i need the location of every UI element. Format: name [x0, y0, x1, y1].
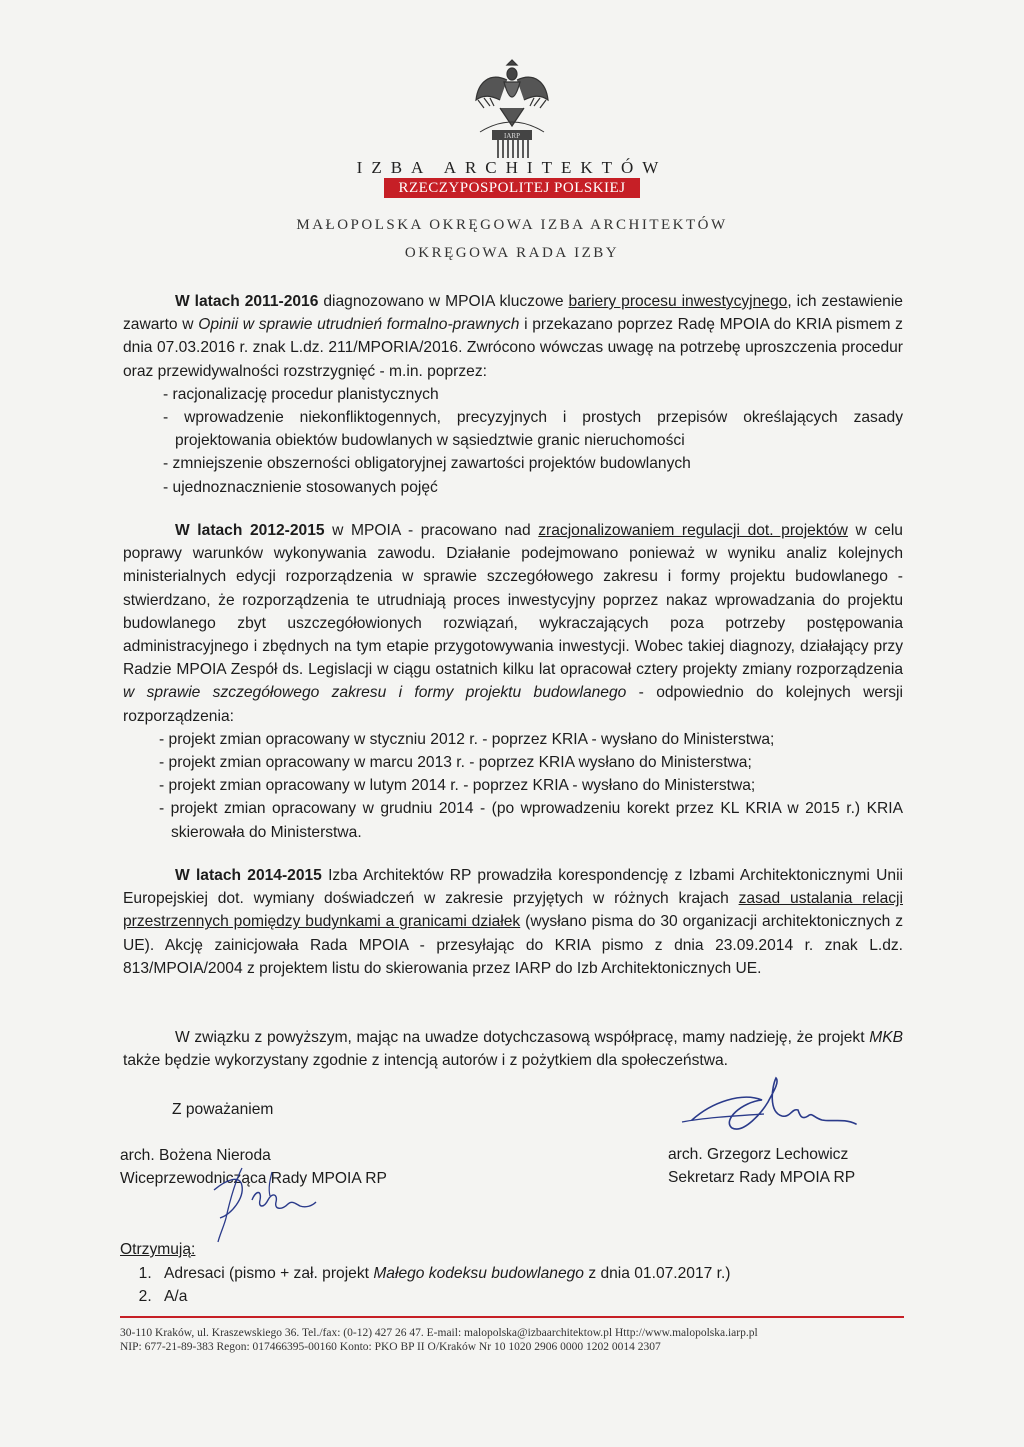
handwritten-signature-right	[672, 1072, 872, 1142]
signer-name: arch. Grzegorz Lechowicz	[668, 1146, 849, 1163]
italic-title: w sprawie szczegółowego zakresu i formy projektu budowlanego	[123, 684, 627, 702]
eagle-emblem-icon	[470, 52, 554, 162]
closing-paragraph	[123, 1026, 903, 1072]
section-lead: W latach 2012-2015	[175, 522, 325, 539]
italic-abbrev: MKB	[869, 1029, 903, 1046]
list-item: - zmniejszenie obszerności obligatoryjnej zawartości projektów budowlanych	[123, 452, 903, 475]
section-2012-2015	[123, 519, 903, 844]
emblem-label: IARP	[504, 132, 520, 140]
recipient-text: z dnia 01.07.2017 r.)	[583, 1264, 731, 1282]
recipients-list	[120, 1262, 731, 1309]
signature-block-right	[668, 1143, 855, 1189]
projects-list	[123, 728, 903, 844]
section-text: (wysłano pisma do 30 organizacji architektonicznych z UE). Akcję zainicjowała Rada MPOIA - przesyłając do KRIA pismo z dnia 23.09.2014 r. znak L.dz. 813/MPOIA/2004 z projektem listu do skierowania przez IARP do Izb Architektonicznych UE.	[123, 913, 904, 977]
section-lead: W latach 2011-2016	[175, 293, 319, 310]
section-text: Izba Architektów RP prowadziła korespondencję z Izbami Architektonicznymi Unii Europejskiej dot. wymiany doświadczeń w zakresie przyjętych w różnych krajach	[123, 867, 903, 908]
underlined-phrase: zracjonalizowaniem regulacji dot. projektów	[538, 522, 848, 539]
footer-registration: NIP: 677-21-89-383 Regon: 017466395-00160 Konto: PKO BP II O/Kraków Nr 10 1020 2906 0000 1202 0014 2307	[120, 1341, 661, 1353]
underlined-phrase: bariery procesu inwestycyjnego	[568, 293, 788, 310]
section-text: w celu poprawy warunków wykonywania zawodu. Działanie podejmowano ponieważ w wyniku analiz kolejnych ministerialnych edycji rozporządzenia w sprawie szczegółowego zakresu i formy projektu budowlanego - stwierdzano, że rozporządzenia te utrudniają proces inwestycyjny poprzez nakaz wprowadzania do projektu budowlanego zbyt uszczegółowionych rozwiązań, wykraczających poza potrzeby postępowania administracyjnego i zbędnych na tym etapie przygotowywania inwestycji. Wobec takiej diagnozy, działający przy Radzie MPOIA Zespół ds. Legislacji w ciągu ostatnich kilku lat opracował cztery projekty zmiany rozporządzenia	[123, 522, 903, 679]
recipient-text: Adresaci (pismo + zał. projekt	[164, 1264, 374, 1282]
section-text: w MPOIA - pracowano nad	[324, 522, 539, 539]
list-item: 2. A/a	[156, 1285, 731, 1309]
chamber-name: IZBA ARCHITEKTÓW	[356, 158, 668, 177]
signer-name: arch. Bożena Nieroda	[120, 1147, 271, 1164]
closing-text: W związku z powyższym, mając na uwadze dotychczasową współpracę, mamy nadzieję, że projekt	[175, 1029, 870, 1046]
list-item	[156, 1262, 731, 1286]
underlined-phrase: zasad ustalania relacji przestrzennych pomiędzy budynkami a granicami działek	[123, 890, 903, 931]
section-text: diagnozowano w MPOIA kluczowe	[318, 293, 569, 310]
measures-list	[123, 383, 903, 499]
list-item: - racjonalizację procedur planistycznych	[123, 383, 903, 406]
closing-text: także będzie wykorzystany zgodnie z intencją autorów i z pożytkiem dla społeczeństwa.	[123, 1052, 728, 1070]
list-item: - ujednoznacznienie stosowanych pojęć	[123, 476, 903, 499]
list-item: - wprowadzenie niekonfliktogennych, precyzyjnych i prostych przepisów określających zasady projektowania obiektów budowlanych w sąsiedztwie granic nieruchomości	[123, 406, 903, 452]
footer-divider	[120, 1316, 904, 1318]
italic-title: Małego kodeksu budowlanego	[373, 1264, 584, 1282]
signer-role: Sekretarz Rady MPOIA RP	[668, 1169, 856, 1186]
republic-banner: RZECZYPOSPOLITEJ POLSKIEJ	[384, 178, 640, 198]
signer-role: Wiceprzewodnicząca Rady MPOIA RP	[120, 1170, 387, 1187]
list-item: - projekt zmian opracowany w marcu 2013 r. - poprzez KRIA wysłano do Ministerstwa;	[123, 751, 903, 774]
regional-chamber-name: MAŁOPOLSKA OKRĘGOWA IZBA ARCHITEKTÓW	[296, 217, 728, 233]
regards-text: Z poważaniem	[172, 1101, 274, 1118]
section-text: - odpowiednio do kolejnych wersji rozporządzenia:	[123, 684, 903, 725]
section-lead: W latach 2014-2015	[175, 867, 322, 884]
footer-contact	[120, 1326, 904, 1354]
list-item: - projekt zmian opracowany w grudniu 2014 - (po wprowadzeniu korekt przez KL KRIA w 2015 r.) KRIA skierowała do Ministerstwa.	[123, 797, 903, 843]
italic-title: Opinii w sprawie utrudnień formalno-prawnych	[198, 316, 520, 334]
section-2011-2016	[123, 290, 903, 499]
recipients-block	[120, 1238, 731, 1309]
section-text: , ich zestawienie zawarto w	[123, 293, 903, 334]
list-item: - projekt zmian opracowany w lutym 2014 r. - poprzez KRIA - wysłano do Ministerstwa;	[123, 774, 903, 797]
section-text: i przekazano poprzez Radę MPOIA do KRIA pismem z dnia 07.03.2016 r. znak L.dz. 211/MPORIA/2016. Zwrócono wówczas uwagę na potrzebę uproszczenia procedur oraz przewidywalności rozstrzygnięć - m.in. poprzez:	[123, 316, 903, 380]
section-2014-2015	[123, 864, 903, 980]
regional-council-name: OKRĘGOWA RADA IZBY	[404, 245, 620, 261]
signature-block-left	[120, 1098, 387, 1190]
list-item: - projekt zmian opracowany w styczniu 2012 r. - poprzez KRIA - wysłano do Ministerstwa;	[123, 728, 903, 751]
recipients-heading: Otrzymują:	[120, 1241, 196, 1258]
footer-address: 30-110 Kraków, ul. Kraszewskiego 36. Tel./fax: (0-12) 427 26 47. E-mail: malopolska@izbaarchitektow.pl Http://www.malopolska.iarp.pl	[120, 1327, 758, 1339]
